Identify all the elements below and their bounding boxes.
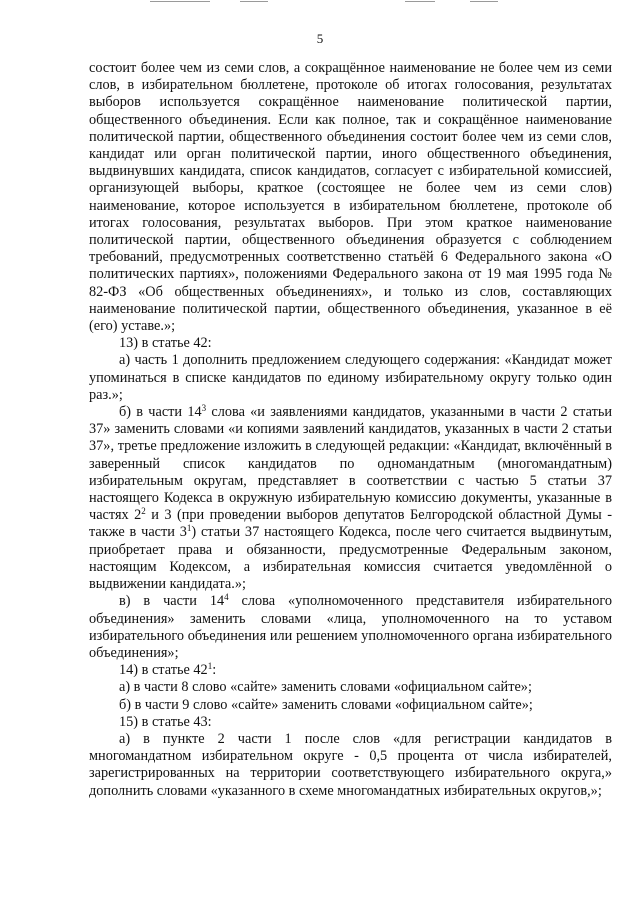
superscript: 1 <box>186 523 192 534</box>
superscript: 1 <box>207 661 213 672</box>
item-13-v: в) в части $14^4$ слова «уполномоченного представителя избирательного объединения» заменить словами «лица, уполномоченного на то уставом избирательного объединения или решением уполномоченного органа избирательного объединения»; <box>89 592 612 661</box>
item-13-a: а) часть 1 дополнить предложением следующего содержания: «Кандидат может упоминаться в списке кандидатов по единому избирательному округу только один раз.»; <box>89 352 612 403</box>
item-13-b: б) в части $14^3$ слова «и заявлениями кандидатов, указанными в части 2 статьи 37» заменить словами «и копиями заявлений кандидатов, указанных в части 2 статьи 37», третье предложение изложить в следующей редакции: «Кандидат, включённый в заверенный список кандидатов по одномандатным (многомандатным) избирательным округам, представляет в соответствии с частью 5 статьи 37 настоящего Кодекса в окружную избирательную комиссию документы, указанные в частях $2^2$ и 3 (при проведении выборов депутатов Белгородской областной Думы - также в части $3^1$) статьи 37 настоящего Кодекса, после чего считается выдвинутым, приобретает права и обязанности, предусмотренные Федеральным законом, настоящим Кодексом, а избирательная комиссия считается уведомлённой о выдвижении кандидата.»; <box>89 403 613 593</box>
page-number: 5 <box>316 31 324 46</box>
item-14-b: б) в части 9 слово «сайте» заменить словами «официальном сайте»; <box>119 696 533 713</box>
item-14-heading: 14) в статье $42^1$: <box>119 661 217 679</box>
scan-edge-marks <box>0 0 640 6</box>
superscript: 2 <box>141 506 146 517</box>
paragraph-continuation: состоит более чем из семи слов, а сокращённое наименование не более чем из семи слов, в избирательном бюллетене, протоколе об итогах голосования, результатах выборов используется сокращённое наименование политической партии, общественного объединения. Если как полное, так и сокращённое наименование политической партии, общественного объединения состоит более чем из семи слов, кандидат или орган политической партии, иного общественного объединения, выдвинувших кандидата, список кандидатов, согласует с избирательной комиссией, организующей выборы, краткое (состоящее не более чем из семи слов) наименование, которое используется в избирательном бюллетене, протоколе об итогах голосования, результатах выборов. При этом краткое наименование политической партии, общественного объединения образуется с соблюдением требований, предусмотренных соответственно статьёй 6 Федерального закона «О политических партиях», положениями Федерального закона от 19 мая 1995 года № 82-ФЗ «Об общественных объединениях», и только из слов, составляющих наименование политической партии, общественного объединения, указанное в её (его) уставе.»; <box>89 60 612 335</box>
item-13-heading: 13) в статье 42: <box>119 335 212 352</box>
superscript: 3 <box>201 403 207 414</box>
item-15-heading: 15) в статье 43: <box>119 713 212 730</box>
document-body <box>89 60 612 800</box>
item-14-a: а) в части 8 слово «сайте» заменить словами «официальном сайте»; <box>119 679 532 696</box>
superscript: 4 <box>224 592 229 603</box>
item-15-a: а) в пункте 2 части 1 после слов «для регистрации кандидатов в многомандатном избирательном округе - 0,5 процента от числа избирателей, зарегистрированных на территории соответствующего избирательного округа,» дополнить словами «указанного в схеме многомандатных избирательных округов,»; <box>89 730 612 799</box>
